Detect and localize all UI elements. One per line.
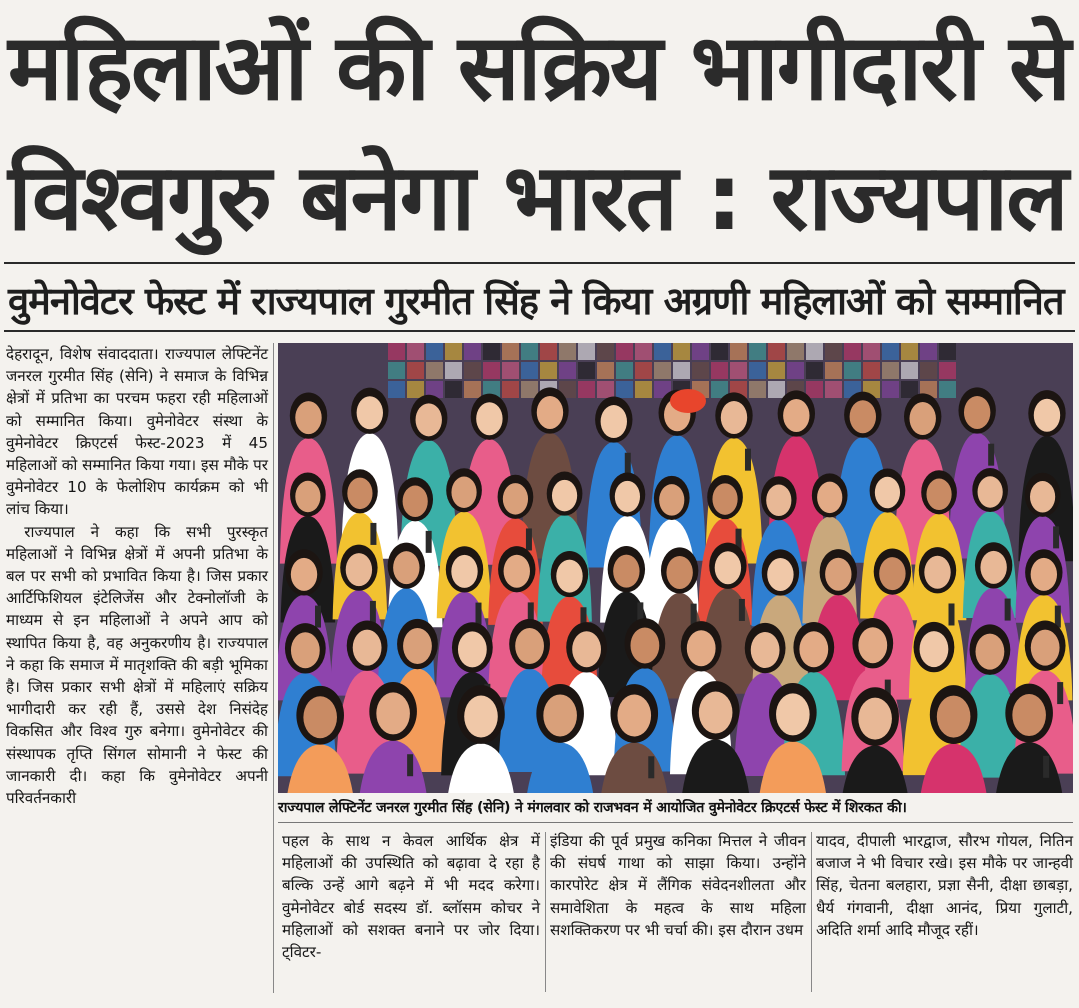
person-face	[572, 631, 601, 667]
person-face	[879, 557, 905, 590]
person-face	[458, 631, 487, 667]
backdrop-tile	[407, 381, 424, 398]
backdrop-tile	[939, 343, 956, 360]
backdrop-tile	[711, 343, 728, 360]
backdrop-tile	[407, 362, 424, 379]
backdrop-tile	[711, 362, 728, 379]
backdrop-tile	[692, 343, 709, 360]
backdrop-tile	[616, 362, 633, 379]
article-paragraph-4: इंडिया की पूर्व प्रमुख कनिका मित्तल ने जीवन की संघर्ष गाथा को साझा किया। उन्होंने कारपोरेट क्षेत्र में लैंगिक संवेदनशीलता और समावेशिता के महत्व के साथ महिला सशक्तिकरण पर भी चर्चा की। इस दौरान उधम	[550, 832, 806, 939]
person-face	[721, 401, 747, 434]
person-face	[776, 693, 810, 735]
group-photo-illustration	[278, 343, 1073, 793]
award-trophy	[625, 453, 631, 475]
person-face	[451, 555, 477, 588]
person-face	[687, 630, 716, 666]
article-paragraph-2: राज्यपाल ने कहा कि सभी पुरस्कृत महिलाओं ने विभिन्न क्षेत्रों में अपनी प्रतिभा के बल पर सभी को प्रभावित किया है। जिस प्रकार आर्टिफिशियल इंटेलिजेंस और टेक्नोलॉजी के माध्यम से इन महिलाओं ने अपने आप को स्थापित किया है, वह अनुकरणीय है। राज्यपाल ने कहा कि समाज में मातृशक्ति की बड़ी भूमिका है। जिस प्रकार सभी क्षेत्रों में महिलाएं सक्रिय भागीदारी कर रही हैं, उससे देश निसंदेह विकसित और विश्व गुरु बनेगा। वुमेनोवेटर की संस्थापक तृप्ति सिंगल सोमानी ने फेस्ट की जानकारी दी। कहा कि वुमेनोवेटर अपनी परिवर्तनकारी	[6, 522, 268, 808]
column-divider	[273, 343, 274, 993]
article-bottom-column-3	[816, 830, 1073, 941]
person-face	[615, 481, 640, 513]
event-group-photo	[278, 343, 1073, 793]
person-face	[937, 696, 971, 738]
award-trophy	[988, 444, 994, 466]
person-face	[630, 627, 659, 663]
backdrop-tile	[578, 381, 595, 398]
article-left-column	[6, 343, 268, 809]
backdrop-tile	[901, 362, 918, 379]
person-face	[357, 396, 383, 429]
backdrop-tile	[730, 343, 747, 360]
person-face	[1012, 694, 1046, 736]
backdrop-tile	[483, 362, 500, 379]
column-divider	[811, 832, 812, 992]
backdrop-tile	[863, 362, 880, 379]
person-face	[353, 630, 382, 666]
award-trophy	[426, 531, 432, 553]
person-face	[699, 692, 733, 734]
backdrop-tile	[844, 343, 861, 360]
person-face	[346, 553, 372, 586]
backdrop-tile	[521, 362, 538, 379]
backdrop-tile	[844, 362, 861, 379]
backdrop-tile	[445, 343, 462, 360]
person-face	[910, 402, 936, 435]
person-face	[751, 632, 780, 668]
person-face	[617, 694, 651, 736]
subheadline-divider	[4, 330, 1075, 332]
backdrop-tile	[806, 362, 823, 379]
person-face	[303, 696, 337, 738]
award-trophy	[739, 599, 745, 621]
backdrop-tile	[825, 343, 842, 360]
person-face	[926, 479, 951, 511]
award-trophy	[370, 523, 376, 545]
person-face	[659, 484, 684, 516]
person-face	[825, 558, 851, 591]
article-paragraph-5: यादव, दीपाली भारद्वाज, सौरभ गोयल, नितिन बजाज ने भी विचार रखे। इस मौके पर जान्हवी सिंह, चेतना बलहारा, प्रज्ञा सैनी, दीक्षा छाबड़ा, धैर्य गंगवानी, दीक्षा आनंद, प्रिया गुलाटी, अदिति शर्मा आदि मौजूद रहीं।	[816, 832, 1073, 939]
backdrop-tile	[426, 362, 443, 379]
backdrop-tile	[749, 362, 766, 379]
backdrop-tile	[806, 343, 823, 360]
backdrop-tile	[464, 343, 481, 360]
backdrop-tile	[920, 343, 937, 360]
caption-divider	[278, 822, 1073, 823]
backdrop-tile	[521, 343, 538, 360]
person-face	[476, 402, 502, 435]
person-face	[504, 555, 530, 588]
backdrop-tile	[502, 362, 519, 379]
person-face	[464, 695, 498, 737]
backdrop-tile	[616, 343, 633, 360]
person-face	[976, 634, 1005, 670]
person-face	[1030, 481, 1055, 513]
backdrop-tile	[540, 343, 557, 360]
award-trophy	[526, 528, 532, 550]
backdrop-tile	[540, 362, 557, 379]
person-face	[715, 551, 741, 584]
person-face	[291, 558, 317, 591]
person-face	[515, 628, 544, 664]
backdrop-tile	[673, 362, 690, 379]
person-face	[416, 403, 442, 436]
person-face	[858, 627, 887, 663]
award-trophy	[1057, 682, 1063, 704]
person-face	[783, 399, 809, 432]
backdrop-tile	[692, 362, 709, 379]
backdrop-tile	[597, 381, 614, 398]
backdrop-tile	[768, 381, 785, 398]
headline-line-1: महिलाओं की सक्रिय भागीदारी से	[8, 14, 1070, 121]
backdrop-tile	[768, 362, 785, 379]
backdrop-tile	[445, 381, 462, 398]
backdrop-tile	[920, 362, 937, 379]
person-face	[295, 481, 320, 513]
award-trophy	[1005, 599, 1011, 621]
backdrop-tile	[502, 381, 519, 398]
backdrop-tile	[635, 362, 652, 379]
person-face	[403, 486, 428, 518]
backdrop-tile	[730, 362, 747, 379]
award-trophy	[370, 601, 376, 623]
article-bottom-column-1	[282, 830, 540, 963]
backdrop-tile	[882, 343, 899, 360]
backdrop-tile	[597, 343, 614, 360]
person-face	[376, 692, 410, 734]
column-divider	[545, 832, 546, 992]
person-face	[978, 476, 1003, 508]
person-face	[537, 396, 563, 429]
person-face	[403, 628, 432, 664]
backdrop-tile	[445, 362, 462, 379]
backdrop-tile	[464, 362, 481, 379]
backdrop-tile	[939, 362, 956, 379]
backdrop-tile	[388, 362, 405, 379]
backdrop-tile	[578, 362, 595, 379]
headline-divider	[4, 262, 1075, 264]
person-face	[666, 556, 692, 589]
person-face	[543, 694, 577, 736]
backdrop-tile	[749, 381, 766, 398]
award-trophy	[407, 754, 413, 776]
backdrop-tile	[578, 343, 595, 360]
backdrop-tile	[502, 343, 519, 360]
backdrop-tile	[388, 343, 405, 360]
backdrop-tile	[901, 343, 918, 360]
person-face	[850, 400, 876, 433]
backdrop-tile	[635, 381, 652, 398]
backdrop-tile	[673, 343, 690, 360]
person-face	[556, 560, 582, 593]
backdrop-tile	[597, 362, 614, 379]
person-face	[920, 631, 949, 667]
award-trophy	[315, 606, 321, 628]
backdrop-tile	[635, 343, 652, 360]
award-trophy	[476, 603, 482, 625]
person-face	[291, 632, 320, 668]
person-face	[799, 631, 828, 667]
person-face	[503, 483, 528, 515]
person-face	[451, 476, 476, 508]
turban	[670, 389, 706, 413]
backdrop-tile	[825, 362, 842, 379]
article-paragraph-1: देहरादून, विशेष संवाददाता। राज्यपाल लेफ्टिनेंट जनरल गुरमीत सिंह (सेनि) ने समाज के विभिन्न क्षेत्रों में प्रतिभा का परचम फहरा रही महिलाओं को सम्मानित किया। वुमेनोवेटर संस्था के वुमेनोवेटर क्रिएटर्स फेस्ट-2023 में 45 महिलाओं को सम्मानित किया गया। इस मौके पर वुमेनोवेटर 10 के फेलोशिप कार्यक्रम को भी लांच किया।	[6, 345, 268, 519]
person-face	[875, 477, 900, 509]
backdrop-tile	[521, 381, 538, 398]
backdrop-tile	[464, 381, 481, 398]
backdrop-tile	[388, 381, 405, 398]
backdrop-tile	[559, 362, 576, 379]
person-face	[347, 478, 372, 510]
backdrop-tile	[654, 343, 671, 360]
award-trophy	[648, 756, 654, 778]
backdrop-tile	[863, 343, 880, 360]
backdrop-tile	[825, 381, 842, 398]
person-face	[766, 485, 791, 517]
backdrop-tile	[616, 381, 633, 398]
backdrop-tile	[426, 343, 443, 360]
backdrop-tile	[654, 362, 671, 379]
award-trophy	[745, 449, 751, 471]
person-face	[924, 556, 950, 589]
person-face	[295, 401, 321, 434]
article-bottom-column-2	[550, 830, 806, 941]
person-face	[1031, 558, 1057, 591]
person-face	[1031, 630, 1060, 666]
backdrop-tile	[768, 343, 785, 360]
subheadline: वुमेनोवेटर फेस्ट में राज्यपाल गुरमीत सिंह ने किया अग्रणी महिलाओं को सम्मानित	[8, 279, 1064, 323]
award-trophy	[1043, 756, 1049, 778]
backdrop-tile	[939, 381, 956, 398]
person-face	[552, 480, 577, 512]
person-face	[1034, 399, 1060, 432]
backdrop-tile	[559, 343, 576, 360]
backdrop-tile	[749, 343, 766, 360]
person-face	[817, 482, 842, 514]
photo-caption: राज्यपाल लेफ्टिनेंट जनरल गुरमीत सिंह (सेनि) ने मंगलवार को राजभवन में आयोजित वुमेनोवेटर क्रिएटर्स फेस्ट में शिरकत की।	[278, 800, 907, 816]
person-face	[980, 551, 1006, 584]
person-face	[767, 558, 793, 591]
article-paragraph-3: पहल के साथ न केवल आर्थिक क्षेत्र में महिलाओं की उपस्थिति को बढ़ावा दे रहा है बल्कि उन्हें आगे बढ़ने में भी मदद करेगा। वुमेनोवेटर बोर्ड सदस्य डॉ. ब्लॉसम कोचर ने महिलाओं को सशक्त बनाने पर जोर दिया। ट्विटर-	[282, 832, 540, 962]
person-face	[601, 405, 627, 438]
person-face	[712, 483, 737, 515]
person-face	[858, 698, 892, 740]
backdrop-tile	[882, 381, 899, 398]
backdrop-tile	[407, 343, 424, 360]
backdrop-tile	[787, 362, 804, 379]
backdrop-tile	[483, 343, 500, 360]
backdrop-tile	[806, 381, 823, 398]
person-face	[613, 555, 639, 588]
award-trophy	[1053, 526, 1059, 548]
backdrop-tile	[882, 362, 899, 379]
backdrop-tile	[787, 343, 804, 360]
person-face	[964, 396, 990, 429]
headline-line-2: विश्वगुरु बनेगा भारत : राज्यपाल	[8, 144, 1067, 251]
award-trophy	[949, 603, 955, 625]
person-face	[393, 551, 419, 584]
